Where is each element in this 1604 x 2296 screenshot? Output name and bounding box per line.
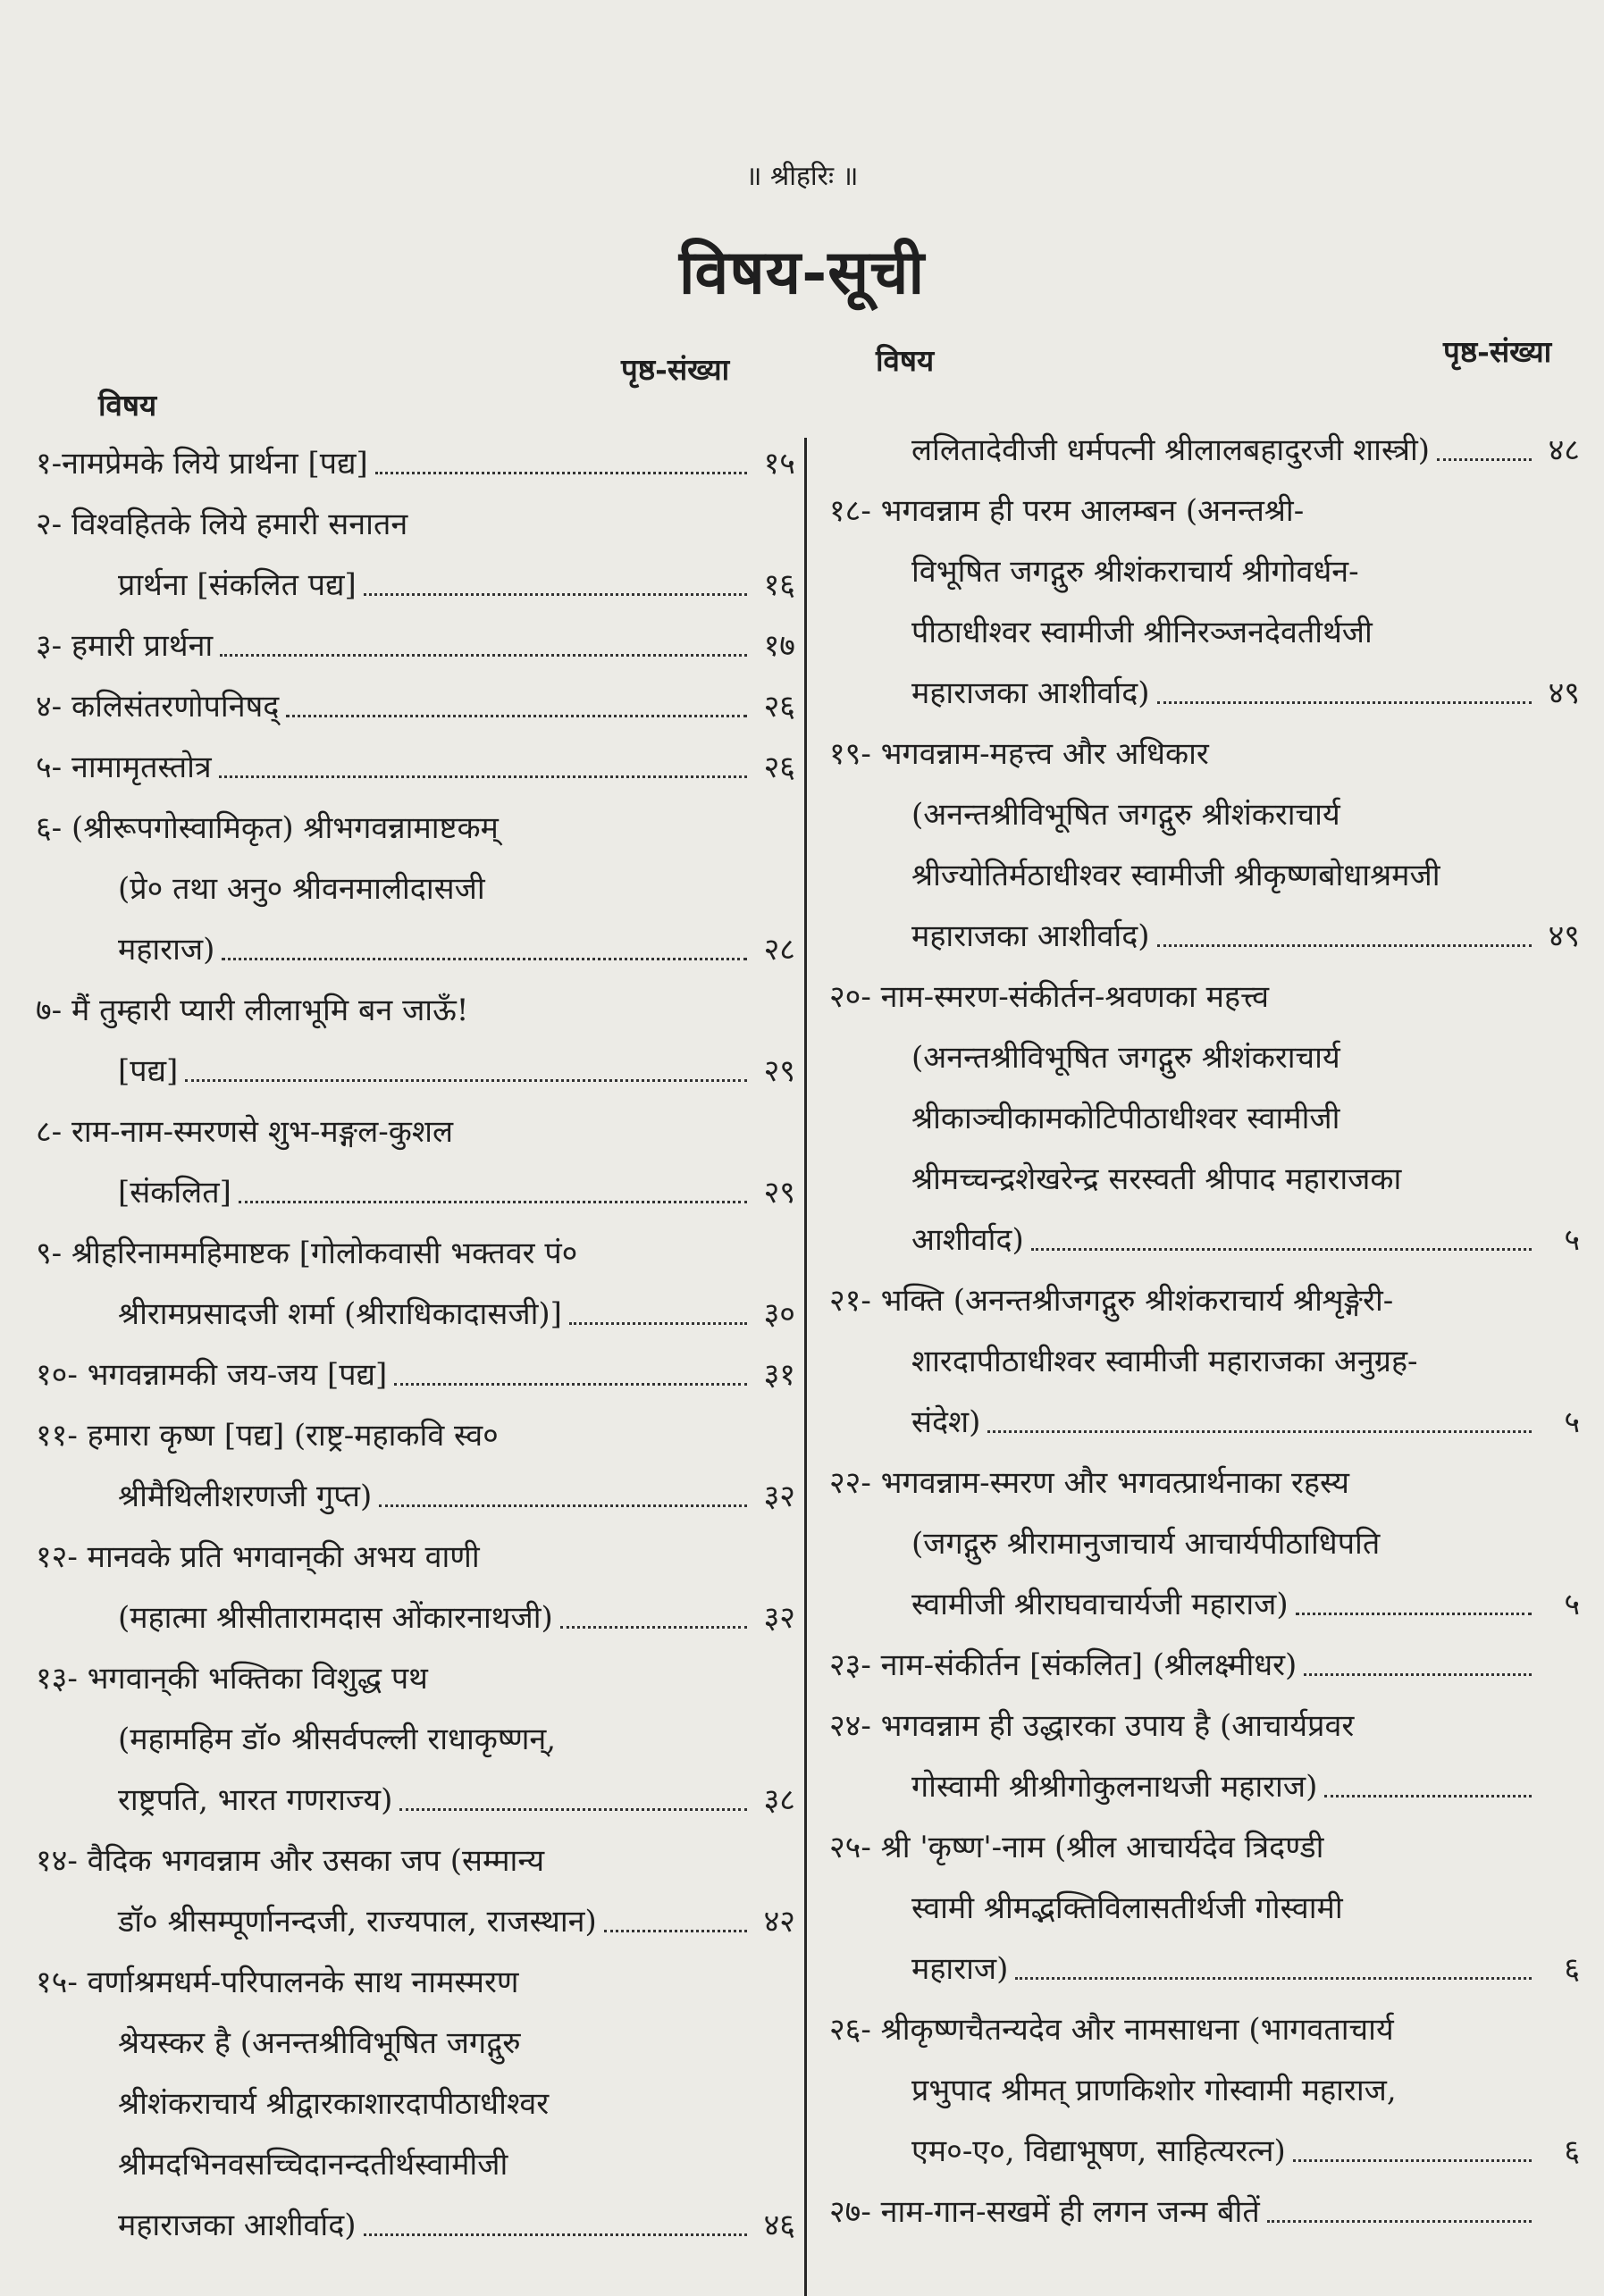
toc-entry-text: ९- श्रीहरिनाममहिमाष्टक [गोलोकवासी भक्तवर पं० [36,1236,578,1271]
toc-entry-text: प्रभुपाद श्रीमत् प्राणकिशोर गोस्वामी महाराज, [911,2073,1397,2108]
page-number: ४९ [1548,918,1580,954]
toc-entry-text: ७- मैं तुम्हारी प्यारी लीलाभूमि बन जाऊँ! [36,993,469,1028]
toc-entry [36,494,795,616]
toc-entry-line [829,663,1580,724]
toc-entry-text: राष्ट्रपति, भारत गणराज्य) [118,1782,393,1818]
page-number: ५ [1564,1404,1580,1440]
dot-leader [1293,2159,1532,2162]
right-col-page-header: पृष्ठ-संख्या [1443,334,1552,369]
dot-leader [394,1383,747,1386]
toc-entry-line [829,845,1580,906]
toc-entry-text: श्रीमैथिलीशरणजी गुप्त) [118,1479,373,1514]
toc-entry-text: १५- वर्णाश्रमधर्म-परिपालनके साथ नामस्मरण [36,1965,519,2000]
dot-leader [1157,944,1532,947]
toc-entry-text: २१- भक्ति (अनन्तश्रीजगद्गुरु श्रीशंकराचार्य श्रीशृङ्गेरी- [829,1283,1394,1319]
toc-entry-line [36,737,795,798]
toc-entry-text: आशीर्वाद) [911,1222,1024,1258]
toc-entry-line [829,1149,1580,1210]
toc-entry [36,1345,795,1405]
toc-entry-text: (अनन्तश्रीविभूषित जगद्गुरु श्रीशंकराचार्य [911,797,1340,833]
toc-entry-line [36,1345,795,1405]
toc-entry-line [829,420,1580,481]
toc-entry-text: [पद्य] [118,1053,179,1089]
toc-entry-text: प्रार्थना [संकलित पद्य] [118,567,357,603]
toc-entry-text: (जगद्गुरु श्रीरामानुजाचार्य आचार्यपीठाधिपति [911,1526,1381,1562]
toc-left-column [36,433,795,2256]
toc-entry-text: २०- नाम-स्मरण-संकीर्तन-श्रवणका महत्त्व [829,979,1270,1015]
toc-entry-line [36,555,795,616]
toc-entry-text: श्रीमदभिनवसच्चिदानन्दतीर्थस्वामीजी [118,2147,508,2183]
invocation-heading: ॥ श्रीहरिः ॥ [745,161,859,192]
toc-entry-line [829,1696,1580,1756]
toc-entry-line [36,1891,795,1952]
toc-entry-line [36,980,795,1041]
toc-entry-text: १८- भगवन्नाम ही परम आलम्बन (अनन्तश्री- [829,493,1305,529]
toc-entry [36,980,795,1102]
toc-entry-text: १२- मानवके प्रति भगवान्‌की अभय वाणी [36,1539,480,1575]
toc-entry-text: महाराजका आशीर्वाद) [911,918,1150,954]
toc-entry-line [829,1635,1580,1696]
left-col-subject-header: विषय [98,388,157,423]
toc-entry [829,1453,1580,1635]
toc-entry-line [829,967,1580,1027]
toc-entry-text: ३- हमारी प्रार्थना [36,628,214,664]
toc-entry-text: १३- भगवान्‌की भक्तिका विशुद्ध पथ [36,1661,428,1697]
page-number: ५ [1564,1222,1580,1258]
toc-entry-line [36,2013,795,2074]
toc-entry-text: ललितादेवीजी धर्मपत्नी श्रीलालबहादुरजी शास्त्री) [911,432,1431,468]
dot-leader [286,715,747,717]
toc-entry-line [36,1831,795,1891]
page-title: विषय-सूची [678,237,926,308]
toc-entry [829,481,1580,724]
toc-entry-line [829,1088,1580,1149]
dot-leader [399,1808,747,1811]
toc-entry-text: (महात्मा श्रीसीतारामदास ओंकारनाथजी) [118,1600,553,1636]
toc-entry-line [36,1405,795,1466]
toc-entry-line [36,2134,795,2195]
dot-leader [560,1626,747,1629]
page-number: ६ [1564,1951,1580,1987]
dot-leader [1015,1977,1532,1980]
toc-entry-line [829,1756,1580,1817]
toc-entry-text: महाराज) [118,932,215,968]
toc-entry-line [829,541,1580,602]
toc-entry-text: महाराजका आशीर्वाद) [118,2208,357,2243]
dot-leader [1296,1613,1532,1615]
toc-entry [829,2182,1580,2242]
toc-entry [36,1648,795,1831]
toc-entry-text: श्रीरामप्रसादजी शर्मा (श्रीराधिकादासजी)] [118,1296,562,1332]
toc-entry-text: [संकलित] [118,1175,231,1211]
toc-entry-line [36,1770,795,1831]
page-number: १५ [763,446,795,482]
toc-entry-text: १०- भगवन्नामकी जय-जय [पद्य] [36,1357,388,1393]
toc-entry-line [829,1878,1580,1939]
toc-entry-line [829,2182,1580,2242]
toc-entry-text: (प्रे० तथा अनु० श्रीवनमालीदासजी [118,871,485,907]
toc-entry-line [829,1817,1580,1878]
page-number: ३० [763,1296,795,1332]
toc-entry-text: विभूषित जगद्गुरु श्रीशंकराचार्य श्रीगोवर्धन- [911,554,1359,590]
toc-entry-line [829,1210,1580,1270]
toc-entry-line [829,784,1580,845]
dot-leader [1157,701,1532,704]
page-number: ३२ [763,1600,795,1636]
toc-entry [36,1405,795,1527]
toc-entry-text: पीठाधीश्वर स्वामीजी श्रीनिरञ्जनदेवतीर्थजी [911,615,1373,650]
dot-leader [1304,1673,1532,1676]
toc-entry [829,1635,1580,1696]
toc-entry-line [829,1513,1580,1574]
toc-entry [36,798,795,980]
toc-entry-text: एम०-ए०, विद्याभूषण, साहित्यरत्न) [911,2133,1286,2169]
page-number: ३८ [763,1782,795,1818]
toc-entry-text: स्वामी श्रीमद्भक्तिविलासतीर्थजी गोस्वामी [911,1890,1343,1926]
toc-entry-line [36,1466,795,1527]
toc-entry-line [36,1527,795,1588]
toc-entry-line [36,1223,795,1284]
toc-entry [829,420,1580,481]
toc-entry-text: श्रीमच्चन्द्रशेखरेन्द्र सरस्वती श्रीपाद महाराजका [911,1161,1402,1197]
toc-entry-text: २२- भगवन्नाम-स्मरण और भगवत्प्रार्थनाका रहस्य [829,1465,1349,1501]
dot-leader [364,593,747,596]
toc-entry-text: ८- राम-नाम-स्मरणसे शुभ-मङ्गल-कुशल [36,1114,454,1150]
toc-entry-line [36,1041,795,1102]
page-number: ४९ [1548,675,1580,711]
toc-entry [829,1270,1580,1453]
toc-entry-line [829,1331,1580,1392]
toc-entry-line [829,906,1580,967]
toc-entry-line [36,1952,795,2013]
toc-entry-text: ५- नामामृतस्तोत्र [36,750,212,785]
toc-entry-line [829,1027,1580,1088]
toc-entry-text: संदेश) [911,1404,981,1440]
toc-entry-line [36,676,795,737]
dot-leader [239,1201,747,1203]
toc-entry-line [36,1284,795,1345]
dot-leader [222,958,747,960]
toc-entry-line [829,1939,1580,1999]
toc-entry-text: श्रेयस्कर है (अनन्तश्रीविभूषित जगद्गुरु [118,2025,521,2061]
page-number: ४२ [763,1904,795,1940]
dot-leader [364,2233,747,2236]
toc-entry-line [36,494,795,555]
toc-entry-line [829,1574,1580,1635]
toc-entry-line [829,1999,1580,2060]
toc-entry [36,1527,795,1648]
toc-entry [829,724,1580,967]
toc-entry-text: २४- भगवन्नाम ही उद्धारका उपाय है (आचार्यप्रवर [829,1708,1355,1744]
toc-entry-line [36,2195,795,2256]
page-number: २६ [763,689,795,725]
toc-entry-text: (महामहिम डॉ० श्रीसर्वपल्ली राधाकृष्णन्, [118,1722,557,1757]
toc-entry-text: श्रीकाञ्चीकामकोटिपीठाधीश्वर स्वामीजी [911,1101,1340,1136]
toc-entry-text: २३- नाम-संकीर्तन [संकलित] (श्रीलक्ष्मीधर) [829,1647,1297,1683]
toc-entry-line [829,724,1580,784]
toc-entry-line [829,1392,1580,1453]
page-number: २९ [763,1175,795,1211]
toc-entry-text: १९- भगवन्नाम-महत्त्व और अधिकार [829,736,1209,772]
left-col-page-header: पृष्ठ-संख्या [621,352,730,387]
right-col-subject-header: विषय [876,343,935,378]
page-number: २९ [763,1053,795,1089]
page-number: ४६ [763,2208,795,2243]
toc-entry-line [36,798,795,859]
toc-entry-text: श्रीज्योतिर्मठाधीश्वर स्वामीजी श्रीकृष्णबोधाश्रमजी [911,858,1440,893]
toc-entry [36,616,795,676]
page-number: २६ [763,750,795,785]
dot-leader [375,472,747,474]
toc-entry-text: ६- (श्रीरूपगोस्वामिकृत) श्रीभगवन्नामाष्टकम् [36,810,499,846]
dot-leader [220,654,747,657]
page-number: ६ [1564,2133,1580,2169]
toc-entry-line [829,602,1580,663]
toc-entry-line [36,1709,795,1770]
toc-entry-text: (अनन्तश्रीविभूषित जगद्गुरु श्रीशंकराचार्य [911,1040,1340,1076]
toc-entry-text: १४- वैदिक भगवन्नाम और उसका जप (सम्मान्य [36,1843,545,1879]
toc-entry-line [829,1270,1580,1331]
toc-entry-line [829,2060,1580,2121]
toc-entry-text: २५- श्री 'कृष्ण'-नाम (श्रील आचार्यदेव त्रिदण्डी [829,1830,1324,1865]
toc-entry-line [36,859,795,919]
toc-entry [829,1817,1580,1999]
dot-leader [1031,1248,1532,1251]
toc-entry [829,1999,1580,2182]
toc-entry [36,676,795,737]
toc-entry-text: महाराज) [911,1951,1009,1987]
toc-entry-line [829,481,1580,541]
toc-entry-line [36,2074,795,2134]
dot-leader [1324,1795,1532,1797]
toc-entry-text: २- विश्वहितके लिये हमारी सनातन [36,507,408,542]
dot-leader [1267,2220,1532,2223]
toc-entry-text: २७- नाम-गान-सखमें ही लगन जन्म बीतें [829,2194,1260,2230]
toc-entry-text: ४- कलिसंतरणोपनिषद् [36,689,280,725]
toc-entry [36,433,795,494]
toc-entry-line [36,1102,795,1162]
toc-entry-text: डॉ० श्रीसम्पूर्णानन्दजी, राज्यपाल, राजस्थान) [118,1904,597,1940]
toc-entry-line [36,616,795,676]
toc-entry-line [36,919,795,980]
toc-entry [829,1696,1580,1817]
toc-entry-text: श्रीशंकराचार्य श्रीद्वारकाशारदापीठाधीश्वर [118,2086,550,2122]
toc-right-column [829,420,1580,2242]
page-number: ३१ [763,1357,795,1393]
toc-entry [36,1952,795,2256]
toc-entry-line [829,1453,1580,1513]
toc-entry [36,737,795,798]
dot-leader [569,1322,747,1325]
toc-entry-line [829,2121,1580,2182]
toc-entry [829,967,1580,1270]
page-number: ४८ [1548,432,1580,468]
toc-entry-text: २६- श्रीकृष्णचैतन्यदेव और नामसाधना (भागवताचार्य [829,2012,1394,2048]
toc-entry-text: स्वामीजी श्रीराघवाचार्यजी महाराज) [911,1587,1289,1622]
toc-entry-text: महाराजका आशीर्वाद) [911,675,1150,711]
page-number: १७ [763,628,795,664]
toc-entry-text: ११- हमारा कृष्ण [पद्य] (राष्ट्र-महाकवि स्व० [36,1418,499,1454]
dot-leader [604,1930,747,1932]
toc-entry-text: १-नामप्रेमके लिये प्रार्थना [पद्य] [36,446,368,482]
toc-entry-line [36,1648,795,1709]
toc-entry [36,1223,795,1345]
dot-leader [987,1430,1532,1433]
toc-entry [36,1102,795,1223]
toc-entry [36,1831,795,1952]
dot-leader [379,1504,747,1507]
column-divider [804,438,807,2296]
toc-entry-line [36,1162,795,1223]
dot-leader [219,775,747,778]
page-number: २८ [763,932,795,968]
page-number: १६ [763,567,795,603]
dot-leader [185,1079,747,1082]
toc-entry-text: शारदापीठाधीश्वर स्वामीजी महाराजका अनुग्रह- [911,1344,1418,1379]
page-number: ३२ [763,1479,795,1514]
toc-entry-line [36,433,795,494]
dot-leader [1437,458,1532,461]
page-number: ५ [1564,1587,1580,1622]
toc-entry-line [36,1588,795,1648]
toc-entry-text: गोस्वामी श्रीश्रीगोकुलनाथजी महाराज) [911,1769,1318,1805]
